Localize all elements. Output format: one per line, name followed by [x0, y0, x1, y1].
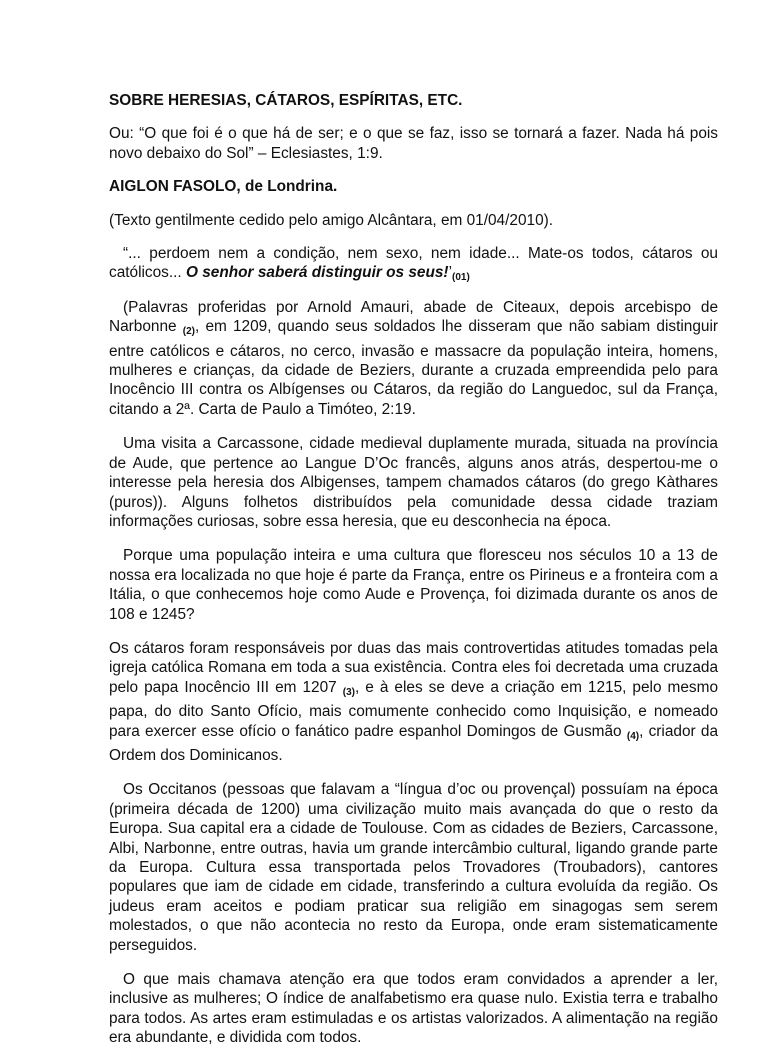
footnote-ref-3: (3) — [342, 686, 355, 698]
paragraph-5: Os Occitanos (pessoas que falavam a “língua d’oc ou provençal) possuíam na época (primeira década de 1200) uma civilização muito mais avançada do que o resto da Europa. Sua capital era a cidade de Toulouse. Com as cidades de Beziers, Carcassone, Albi, Narbonne, entre outras, havia um grande intercâmbio cultural, ligando grande parte da Europa. Cultura essa transportada pelos Trovadores (Troubadors), cantores populares que iam de cidade em cidade, transferindo a cultura evoluída da região. Os judeus eram aceitos e podiam praticar sua religião em sinagogas sem serem molestados, o que não acontecia no resto da Europa, onde eram sistematicamente perseguidos. — [109, 781, 718, 954]
paragraph-4-text-a: Os cátaros foram responsáveis por duas das mais controvertidas atitudes tomadas pela igreja católica Romana em toda a sua existência. Contra eles foi decretada uma cruzada pelo papa Inocêncio III em 1207 — [109, 639, 718, 696]
footnote-ref-2: (2) — [182, 326, 195, 338]
epigraph: Ou: “O que foi é o que há de ser; e o que se faz, isso se tornará a fazer. Nada há pois novo debaixo do Sol” – Eclesiastes, 1:9. — [109, 125, 718, 162]
quote-emphasis: O senhor saberá distinguir os seus! — [185, 264, 449, 282]
paragraph-2: Uma visita a Carcassone, cidade medieval duplamente murada, situada na província de Aude, que pertence ao Langue D’Oc francês, alguns anos atrás, despertou-me o interesse pela heresia dos Albigenses, tampem chamados cátaros (do grego Kàthares (puros)). Alguns folhetos distribuídos pela comunidade dessa cidade traziam informações curiosas, sobre essa heresia, que eu desconhecia na época. — [109, 435, 718, 530]
paragraph-6: O que mais chamava atenção era que todos eram convidados a aprender a ler, inclusive as mulheres; O índice de analfabetismo era quase nulo. Existia terra e trabalho para todos. As artes eram estimuladas e os artistas valorizados. A alimentação na região era abundante, e dividida com todos. — [109, 971, 718, 1047]
paragraph-4-text-b: , e à eles se deve a criação em 1215, pelo mesmo papa, do dito Santo Ofício, mais comumente conhecido como Inquisição, e nomeado para exercer esse ofício o fanático padre espanhol Domingos de Gusmão — [109, 678, 718, 740]
paragraph-4-text-c: , criador da Ordem dos Dominicanos. — [109, 722, 718, 764]
paragraph-1-text-b: , em 1209, quando seus soldados lhe disseram que não sabiam distinguir entre católicos e cátaros, no cerco, invasão e massacre da população inteira, homens, mulheres e crianças, da cidade de Beziers, durante a cruzada empreendida pelo para Inocêncio III contra os Albígenses ou Cátaros, da região do Languedoc, sul da França, citando a 2ª. Carta de Paulo a Timóteo, 2:19. — [109, 318, 718, 418]
quote-text: “... perdoem nem a condição, nem sexo, nem idade... Mate-os todos, cátaros ou católicos... — [109, 245, 718, 282]
paragraph-4 — [109, 639, 718, 765]
footnote-ref-01: (01) — [451, 272, 470, 284]
quote-close: ’ — [448, 264, 452, 282]
document-title: SOBRE HERESIAS, CÁTAROS, ESPÍRITAS, ETC. — [109, 92, 463, 109]
author-line: AIGLON FASOLO, de Londrina. — [109, 178, 338, 196]
paragraph-3: Porque uma população inteira e uma cultura que floresceu nos séculos 10 a 13 de nossa era localizada no que hoje é parte da França, entre os Pirineus e a fronteira com a Itália, o que conhecemos hoje como Aude e Provença, foi dizimada durante os anos de 108 e 1245? — [109, 547, 718, 623]
credit-line: (Texto gentilmente cedido pelo amigo Alcântara, em 01/04/2010). — [109, 211, 554, 229]
paragraph-1-text-a: (Palavras proferidas por Arnold Amauri, abade de Citeaux, depois arcebispo de Narbonne — [109, 298, 718, 336]
footnote-ref-4: (4) — [626, 730, 640, 742]
opening-quote — [109, 244, 718, 288]
paragraph-1 — [109, 298, 718, 419]
